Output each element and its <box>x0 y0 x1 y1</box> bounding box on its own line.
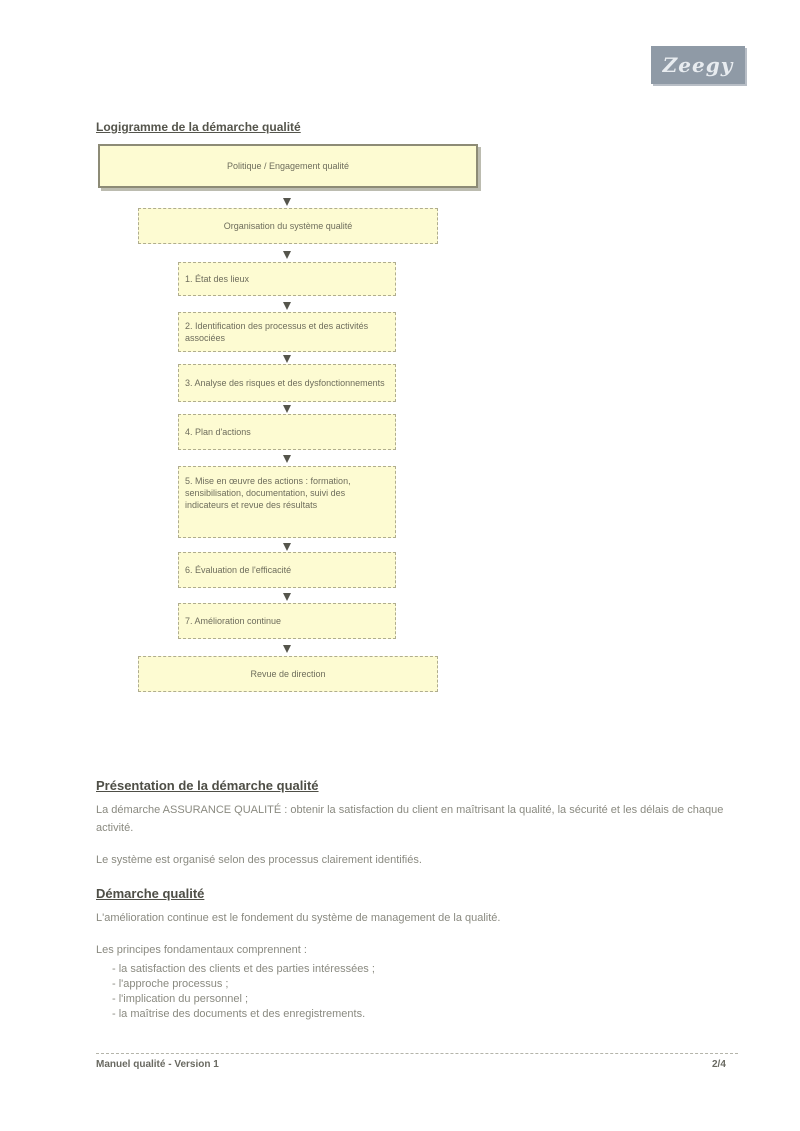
section-heading-quality: Démarche qualité <box>96 886 205 901</box>
flow-arrow <box>283 355 291 363</box>
section-paragraph: Le système est organisé selon des processus clairement identifiés. <box>96 854 422 866</box>
list-item: - l'approche processus ; <box>112 977 732 992</box>
flow-arrow <box>283 455 291 463</box>
flow-arrow <box>283 251 291 259</box>
flow-arrow <box>283 198 291 206</box>
flow-box-step-1: 1. État des lieux <box>178 262 396 296</box>
list-item: - la maîtrise des documents et des enregistrements. <box>112 1007 732 1022</box>
flow-arrow <box>283 405 291 413</box>
flow-arrow <box>283 645 291 653</box>
principles-list <box>112 962 732 1022</box>
flow-box-step-2: 2. Identification des processus et des activités associées <box>178 312 396 352</box>
flow-box-organisation: Organisation du système qualité <box>138 208 438 244</box>
flow-box-step-5: 5. Mise en œuvre des actions : formation, sensibilisation, documentation, suivi des indicateurs et revue des résultats <box>178 466 396 538</box>
flow-arrow <box>283 302 291 310</box>
flow-box-step-3: 3. Analyse des risques et des dysfonctionnements <box>178 364 396 402</box>
footer-divider <box>96 1053 738 1054</box>
flow-box-policy: Politique / Engagement qualité <box>98 144 478 188</box>
section-paragraph: L'amélioration continue est le fondement du système de management de la qualité. <box>96 912 501 924</box>
section-paragraph: Les principes fondamentaux comprennent : <box>96 944 307 956</box>
section-heading-presentation: Présentation de la démarche qualité <box>96 778 319 793</box>
footer-document-name: Manuel qualité - Version 1 <box>96 1059 219 1070</box>
company-logo: Zeegy <box>651 46 745 84</box>
flow-box-step-4: 4. Plan d'actions <box>178 414 396 450</box>
flow-box-step-7: 7. Amélioration continue <box>178 603 396 639</box>
flow-arrow <box>283 593 291 601</box>
list-item: - la satisfaction des clients et des parties intéressées ; <box>112 962 732 977</box>
flow-arrow <box>283 543 291 551</box>
list-item: - l'implication du personnel ; <box>112 992 732 1007</box>
flow-box-review: Revue de direction <box>138 656 438 692</box>
flow-box-step-6: 6. Évaluation de l'efficacité <box>178 552 396 588</box>
flowchart-title: Logigramme de la démarche qualité <box>96 120 301 134</box>
footer-page-number: 2/4 <box>712 1059 726 1070</box>
section-paragraph: La démarche ASSURANCE QUALITÉ : obtenir la satisfaction du client en maîtrisant la qualité, la sécurité et les délais de chaque activité. <box>96 804 724 834</box>
